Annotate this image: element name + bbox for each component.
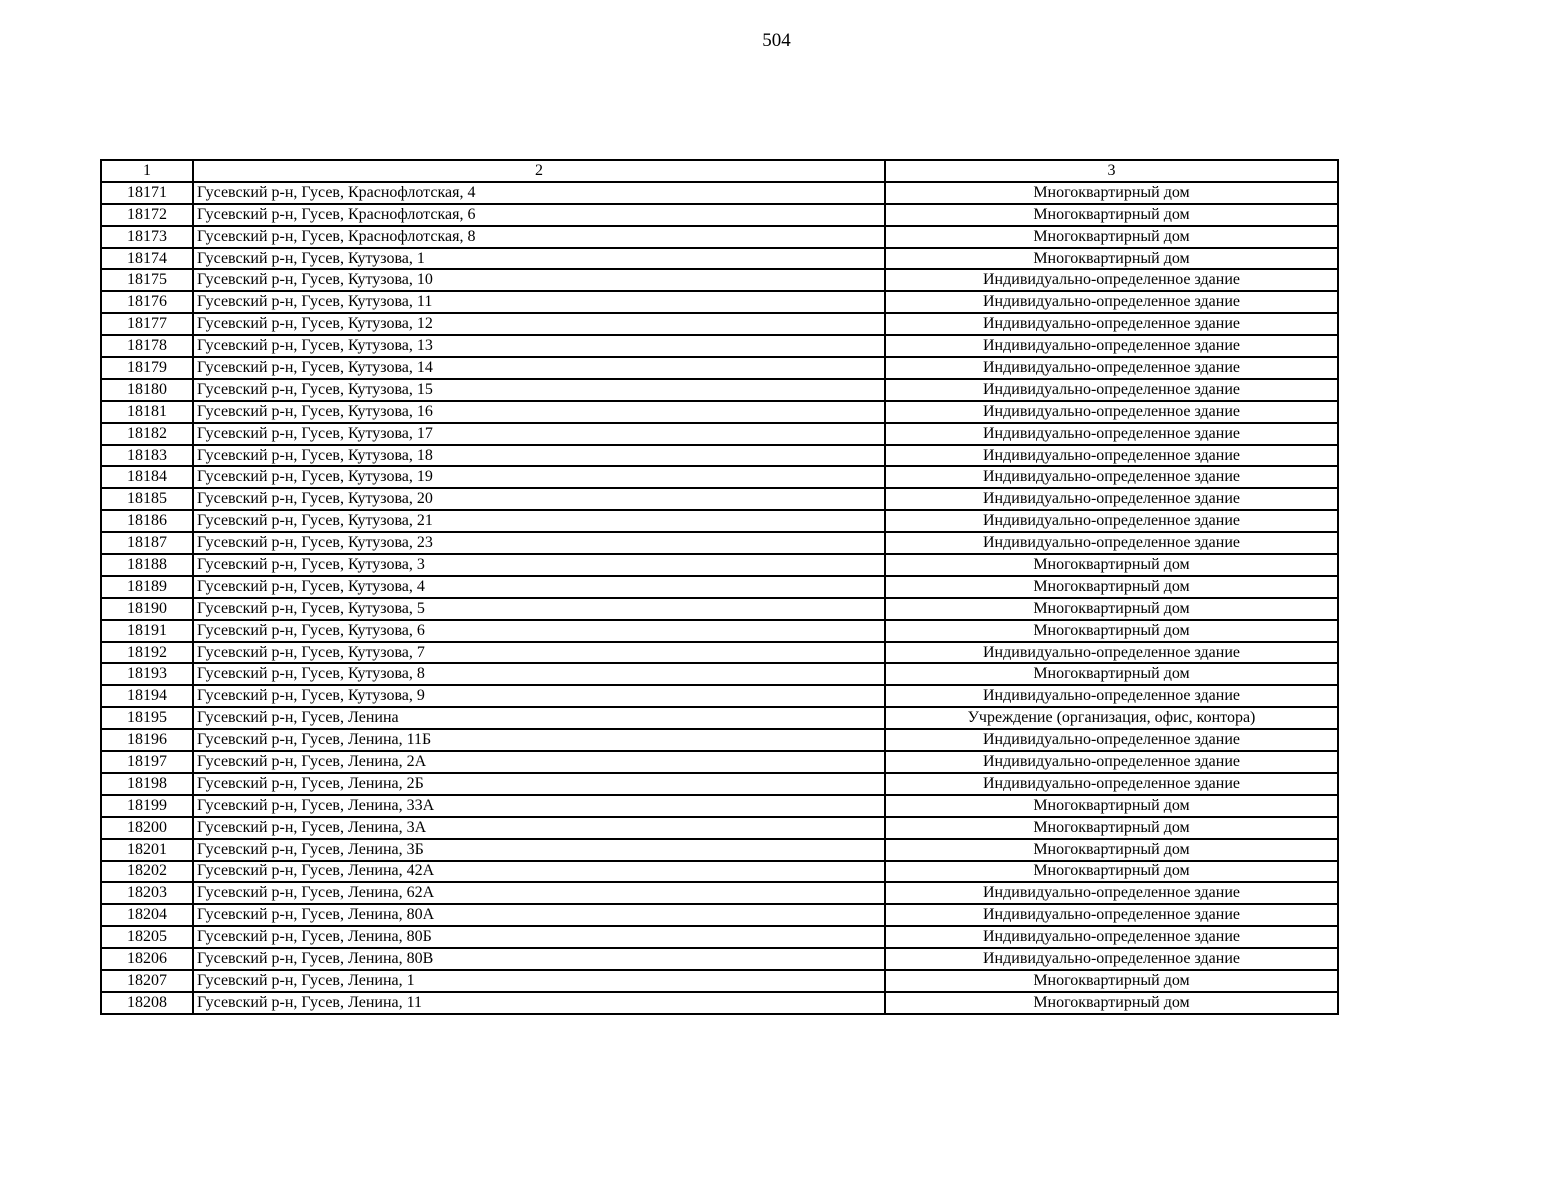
table-row — [101, 620, 1338, 642]
address-cell: Гусевский р-н, Гусев, Краснофлотская, 4 — [193, 182, 885, 204]
table-row — [101, 773, 1338, 795]
table-row — [101, 598, 1338, 620]
building-type-cell: Многоквартирный дом — [885, 817, 1338, 839]
row-number-cell: 18177 — [101, 313, 193, 335]
table-row — [101, 904, 1338, 926]
table-header — [101, 160, 1338, 182]
table-row — [101, 663, 1338, 685]
building-type-cell: Многоквартирный дом — [885, 663, 1338, 685]
row-number-cell: 18173 — [101, 226, 193, 248]
row-number-cell: 18171 — [101, 182, 193, 204]
building-type-cell: Индивидуально-определенное здание — [885, 904, 1338, 926]
table-row — [101, 707, 1338, 729]
row-number-cell: 18185 — [101, 488, 193, 510]
address-cell: Гусевский р-н, Гусев, Ленина, 1 — [193, 970, 885, 992]
row-number-cell: 18184 — [101, 466, 193, 488]
row-number-cell: 18207 — [101, 970, 193, 992]
row-number-cell: 18181 — [101, 401, 193, 423]
address-cell: Гусевский р-н, Гусев, Ленина, 11Б — [193, 729, 885, 751]
building-type-cell: Многоквартирный дом — [885, 970, 1338, 992]
table-row — [101, 269, 1338, 291]
address-cell: Гусевский р-н, Гусев, Кутузова, 18 — [193, 445, 885, 467]
table-row — [101, 510, 1338, 532]
address-cell: Гусевский р-н, Гусев, Ленина, 11 — [193, 992, 885, 1014]
table-row — [101, 751, 1338, 773]
row-number-cell: 18201 — [101, 839, 193, 861]
header-row — [101, 160, 1338, 182]
table-row — [101, 335, 1338, 357]
address-cell: Гусевский р-н, Гусев, Кутузова, 6 — [193, 620, 885, 642]
row-number-cell: 18206 — [101, 948, 193, 970]
table-row — [101, 554, 1338, 576]
address-cell: Гусевский р-н, Гусев, Ленина, 2А — [193, 751, 885, 773]
address-cell: Гусевский р-н, Гусев, Ленина, 42А — [193, 861, 885, 883]
address-cell: Гусевский р-н, Гусев, Кутузова, 19 — [193, 466, 885, 488]
table-row — [101, 729, 1338, 751]
address-cell: Гусевский р-н, Гусев, Кутузова, 9 — [193, 685, 885, 707]
row-number-cell: 18174 — [101, 248, 193, 270]
table-row — [101, 948, 1338, 970]
row-number-cell: 18178 — [101, 335, 193, 357]
address-cell: Гусевский р-н, Гусев, Кутузова, 23 — [193, 532, 885, 554]
table-row — [101, 488, 1338, 510]
address-cell: Гусевский р-н, Гусев, Кутузова, 5 — [193, 598, 885, 620]
address-cell: Гусевский р-н, Гусев, Ленина, 3Б — [193, 839, 885, 861]
building-type-cell: Индивидуально-определенное здание — [885, 882, 1338, 904]
address-cell: Гусевский р-н, Гусев, Кутузова, 11 — [193, 291, 885, 313]
row-number-cell: 18205 — [101, 926, 193, 948]
row-number-cell: 18194 — [101, 685, 193, 707]
table-row — [101, 817, 1338, 839]
building-type-cell: Индивидуально-определенное здание — [885, 926, 1338, 948]
row-number-cell: 18176 — [101, 291, 193, 313]
row-number-cell: 18182 — [101, 423, 193, 445]
table-row — [101, 685, 1338, 707]
address-cell: Гусевский р-н, Гусев, Кутузова, 12 — [193, 313, 885, 335]
building-type-cell: Индивидуально-определенное здание — [885, 357, 1338, 379]
building-type-cell: Индивидуально-определенное здание — [885, 423, 1338, 445]
building-type-cell: Многоквартирный дом — [885, 248, 1338, 270]
address-cell: Гусевский р-н, Гусев, Кутузова, 7 — [193, 642, 885, 664]
building-type-cell: Учреждение (организация, офис, контора) — [885, 707, 1338, 729]
address-cell: Гусевский р-н, Гусев, Ленина, 80А — [193, 904, 885, 926]
table-row — [101, 204, 1338, 226]
address-cell: Гусевский р-н, Гусев, Кутузова, 14 — [193, 357, 885, 379]
building-type-cell: Индивидуально-определенное здание — [885, 269, 1338, 291]
address-cell: Гусевский р-н, Гусев, Кутузова, 21 — [193, 510, 885, 532]
table-row — [101, 357, 1338, 379]
row-number-cell: 18197 — [101, 751, 193, 773]
building-type-cell: Многоквартирный дом — [885, 598, 1338, 620]
address-cell: Гусевский р-н, Гусев, Ленина, 80Б — [193, 926, 885, 948]
address-cell: Гусевский р-н, Гусев, Ленина, 62А — [193, 882, 885, 904]
header-cell-2: 2 — [193, 160, 885, 182]
building-type-cell: Индивидуально-определенное здание — [885, 510, 1338, 532]
table-row — [101, 882, 1338, 904]
address-cell: Гусевский р-н, Гусев, Кутузова, 16 — [193, 401, 885, 423]
row-number-cell: 18183 — [101, 445, 193, 467]
address-cell: Гусевский р-н, Гусев, Кутузова, 4 — [193, 576, 885, 598]
building-type-cell: Индивидуально-определенное здание — [885, 532, 1338, 554]
building-type-cell: Многоквартирный дом — [885, 620, 1338, 642]
table-row — [101, 445, 1338, 467]
building-type-cell: Индивидуально-определенное здание — [885, 773, 1338, 795]
building-type-cell: Многоквартирный дом — [885, 554, 1338, 576]
row-number-cell: 18198 — [101, 773, 193, 795]
table-row — [101, 226, 1338, 248]
building-type-cell: Многоквартирный дом — [885, 992, 1338, 1014]
table-row — [101, 532, 1338, 554]
building-type-cell: Индивидуально-определенное здание — [885, 642, 1338, 664]
row-number-cell: 18186 — [101, 510, 193, 532]
header-cell-1: 1 — [101, 160, 193, 182]
building-type-cell: Индивидуально-определенное здание — [885, 291, 1338, 313]
building-type-cell: Многоквартирный дом — [885, 861, 1338, 883]
row-number-cell: 18188 — [101, 554, 193, 576]
table-row — [101, 423, 1338, 445]
row-number-cell: 18204 — [101, 904, 193, 926]
row-number-cell: 18199 — [101, 795, 193, 817]
address-cell: Гусевский р-н, Гусев, Кутузова, 15 — [193, 379, 885, 401]
building-type-cell: Индивидуально-определенное здание — [885, 335, 1338, 357]
building-type-cell: Индивидуально-определенное здание — [885, 751, 1338, 773]
address-cell: Гусевский р-н, Гусев, Ленина, 80В — [193, 948, 885, 970]
building-type-cell: Многоквартирный дом — [885, 795, 1338, 817]
row-number-cell: 18190 — [101, 598, 193, 620]
row-number-cell: 18203 — [101, 882, 193, 904]
row-number-cell: 18202 — [101, 861, 193, 883]
address-cell: Гусевский р-н, Гусев, Кутузова, 13 — [193, 335, 885, 357]
registry-table — [100, 159, 1339, 1015]
row-number-cell: 18189 — [101, 576, 193, 598]
header-cell-3: 3 — [885, 160, 1338, 182]
address-cell: Гусевский р-н, Гусев, Краснофлотская, 8 — [193, 226, 885, 248]
row-number-cell: 18196 — [101, 729, 193, 751]
row-number-cell: 18193 — [101, 663, 193, 685]
address-cell: Гусевский р-н, Гусев, Кутузова, 1 — [193, 248, 885, 270]
row-number-cell: 18187 — [101, 532, 193, 554]
row-number-cell: 18179 — [101, 357, 193, 379]
table-row — [101, 576, 1338, 598]
address-cell: Гусевский р-н, Гусев, Кутузова, 17 — [193, 423, 885, 445]
table-row — [101, 401, 1338, 423]
table-row — [101, 642, 1338, 664]
building-type-cell: Индивидуально-определенное здание — [885, 729, 1338, 751]
address-cell: Гусевский р-н, Гусев, Ленина, 2Б — [193, 773, 885, 795]
table-row — [101, 992, 1338, 1014]
table-row — [101, 291, 1338, 313]
table-row — [101, 861, 1338, 883]
building-type-cell: Многоквартирный дом — [885, 576, 1338, 598]
building-type-cell: Многоквартирный дом — [885, 204, 1338, 226]
building-type-cell: Индивидуально-определенное здание — [885, 685, 1338, 707]
row-number-cell: 18208 — [101, 992, 193, 1014]
address-cell: Гусевский р-н, Гусев, Кутузова, 8 — [193, 663, 885, 685]
table-row — [101, 970, 1338, 992]
table-row — [101, 926, 1338, 948]
table-row — [101, 248, 1338, 270]
address-cell: Гусевский р-н, Гусев, Ленина, 3А — [193, 817, 885, 839]
row-number-cell: 18195 — [101, 707, 193, 729]
row-number-cell: 18200 — [101, 817, 193, 839]
building-type-cell: Индивидуально-определенное здание — [885, 313, 1338, 335]
row-number-cell: 18172 — [101, 204, 193, 226]
address-cell: Гусевский р-н, Гусев, Кутузова, 20 — [193, 488, 885, 510]
table-row — [101, 313, 1338, 335]
row-number-cell: 18192 — [101, 642, 193, 664]
building-type-cell: Многоквартирный дом — [885, 182, 1338, 204]
building-type-cell: Индивидуально-определенное здание — [885, 379, 1338, 401]
table-row — [101, 379, 1338, 401]
address-cell: Гусевский р-н, Гусев, Ленина, 33А — [193, 795, 885, 817]
building-type-cell: Индивидуально-определенное здание — [885, 466, 1338, 488]
row-number-cell: 18180 — [101, 379, 193, 401]
building-type-cell: Многоквартирный дом — [885, 839, 1338, 861]
address-cell: Гусевский р-н, Гусев, Ленина — [193, 707, 885, 729]
address-cell: Гусевский р-н, Гусев, Кутузова, 3 — [193, 554, 885, 576]
building-type-cell: Индивидуально-определенное здание — [885, 488, 1338, 510]
row-number-cell: 18175 — [101, 269, 193, 291]
table-row — [101, 182, 1338, 204]
row-number-cell: 18191 — [101, 620, 193, 642]
table-row — [101, 795, 1338, 817]
table-body — [101, 182, 1338, 1014]
address-cell: Гусевский р-н, Гусев, Кутузова, 10 — [193, 269, 885, 291]
table-row — [101, 839, 1338, 861]
address-cell: Гусевский р-н, Гусев, Краснофлотская, 6 — [193, 204, 885, 226]
building-type-cell: Многоквартирный дом — [885, 226, 1338, 248]
table-row — [101, 466, 1338, 488]
page-number: 504 — [762, 30, 791, 51]
building-type-cell: Индивидуально-определенное здание — [885, 445, 1338, 467]
building-type-cell: Индивидуально-определенное здание — [885, 401, 1338, 423]
building-type-cell: Индивидуально-определенное здание — [885, 948, 1338, 970]
